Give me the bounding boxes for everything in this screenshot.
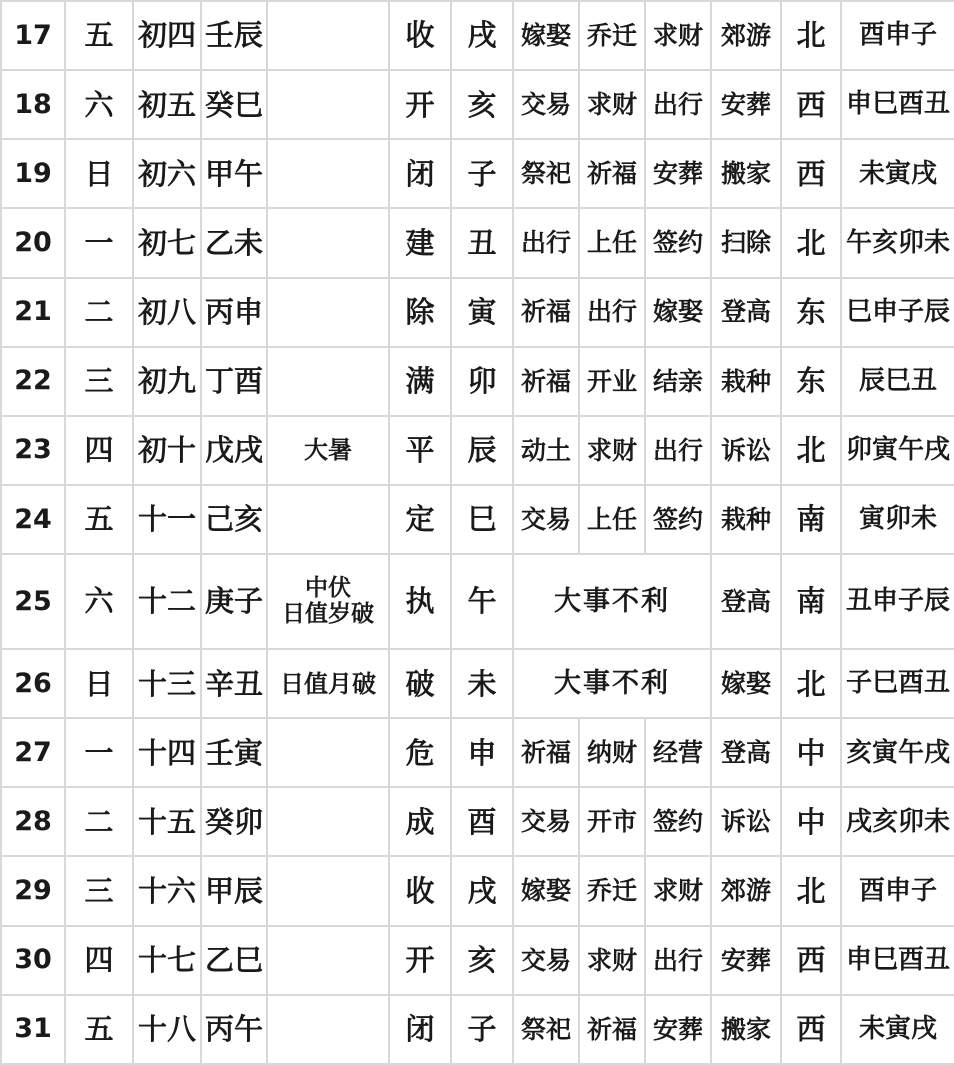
weekday: 五 [65, 485, 133, 554]
lunar-date: 初六 [133, 139, 201, 208]
lunar-date: 十六 [133, 856, 201, 925]
lucky-direction: 西 [781, 70, 841, 139]
table-row[interactable] [1, 649, 954, 718]
auspicious-item-3: 签约 [645, 485, 711, 554]
table-row[interactable] [1, 787, 954, 856]
auspicious-item-4: 登高 [711, 278, 781, 347]
jianchu: 闭 [389, 139, 451, 208]
solar-term-note [267, 139, 389, 208]
zhi-branch: 亥 [451, 70, 513, 139]
auspicious-item-4: 搬家 [711, 139, 781, 208]
weekday: 三 [65, 347, 133, 416]
jianchu: 成 [389, 787, 451, 856]
solar-term-note [267, 718, 389, 787]
lucky-direction: 北 [781, 856, 841, 925]
weekday: 二 [65, 787, 133, 856]
table-row[interactable] [1, 278, 954, 347]
day-number: 24 [1, 485, 65, 554]
table-row[interactable] [1, 554, 954, 649]
ganzhi: 乙未 [201, 208, 267, 277]
auspicious-item-1: 祈福 [513, 347, 579, 416]
auspicious-item-3: 嫁娶 [645, 278, 711, 347]
zhi-branch: 亥 [451, 926, 513, 995]
auspicious-item-1: 交易 [513, 787, 579, 856]
auspicious-item-3: 签约 [645, 208, 711, 277]
jianchu: 满 [389, 347, 451, 416]
auspicious-item-1: 交易 [513, 70, 579, 139]
day-number: 23 [1, 416, 65, 485]
ganzhi: 戊戌 [201, 416, 267, 485]
auspicious-item-3: 结亲 [645, 347, 711, 416]
clash-branches: 午亥卯未 [841, 208, 954, 277]
jianchu: 定 [389, 485, 451, 554]
auspicious-item-4: 诉讼 [711, 787, 781, 856]
auspicious-warning: 大事不利 [513, 554, 711, 649]
day-number: 27 [1, 718, 65, 787]
auspicious-item-2: 求财 [579, 926, 645, 995]
lucky-direction: 西 [781, 139, 841, 208]
almanac-table-body [1, 1, 954, 1064]
table-row[interactable] [1, 139, 954, 208]
zhi-branch: 申 [451, 718, 513, 787]
solar-term-note [267, 926, 389, 995]
table-row[interactable] [1, 1, 954, 70]
auspicious-item-1: 动土 [513, 416, 579, 485]
clash-branches: 子巳酉丑 [841, 649, 954, 718]
lucky-direction: 北 [781, 416, 841, 485]
solar-term-note [267, 856, 389, 925]
ganzhi: 甲辰 [201, 856, 267, 925]
table-row[interactable] [1, 718, 954, 787]
weekday: 六 [65, 554, 133, 649]
auspicious-item-3: 经营 [645, 718, 711, 787]
day-number: 25 [1, 554, 65, 649]
lunar-date: 初十 [133, 416, 201, 485]
auspicious-item-4: 安葬 [711, 926, 781, 995]
table-row[interactable] [1, 856, 954, 925]
auspicious-item-2: 乔迁 [579, 1, 645, 70]
auspicious-item-2: 求财 [579, 70, 645, 139]
auspicious-item-3: 出行 [645, 416, 711, 485]
solar-term-note: 大暑 [267, 416, 389, 485]
table-row[interactable] [1, 208, 954, 277]
auspicious-item-1: 交易 [513, 926, 579, 995]
lucky-direction: 东 [781, 347, 841, 416]
auspicious-item-4: 嫁娶 [711, 649, 781, 718]
auspicious-item-1: 嫁娶 [513, 1, 579, 70]
auspicious-item-1: 祭祀 [513, 995, 579, 1064]
day-number: 18 [1, 70, 65, 139]
lucky-direction: 南 [781, 485, 841, 554]
lucky-direction: 北 [781, 1, 841, 70]
auspicious-item-3: 出行 [645, 926, 711, 995]
day-number: 30 [1, 926, 65, 995]
auspicious-item-2: 出行 [579, 278, 645, 347]
lunar-date: 初八 [133, 278, 201, 347]
clash-branches: 戌亥卯未 [841, 787, 954, 856]
zhi-branch: 午 [451, 554, 513, 649]
auspicious-item-2: 求财 [579, 416, 645, 485]
weekday: 日 [65, 649, 133, 718]
ganzhi: 丙午 [201, 995, 267, 1064]
solar-term-note [267, 787, 389, 856]
auspicious-item-2: 乔迁 [579, 856, 645, 925]
lunar-date: 十一 [133, 485, 201, 554]
auspicious-item-4: 搬家 [711, 995, 781, 1064]
clash-branches: 申巳酉丑 [841, 926, 954, 995]
day-number: 26 [1, 649, 65, 718]
zhi-branch: 戌 [451, 856, 513, 925]
auspicious-item-1: 嫁娶 [513, 856, 579, 925]
zhi-branch: 未 [451, 649, 513, 718]
auspicious-item-1: 祈福 [513, 278, 579, 347]
lucky-direction: 东 [781, 278, 841, 347]
auspicious-item-2: 纳财 [579, 718, 645, 787]
table-row[interactable] [1, 926, 954, 995]
clash-branches: 丑申子辰 [841, 554, 954, 649]
weekday: 六 [65, 70, 133, 139]
auspicious-item-4: 郊游 [711, 856, 781, 925]
ganzhi: 癸巳 [201, 70, 267, 139]
ganzhi: 甲午 [201, 139, 267, 208]
lucky-direction: 北 [781, 649, 841, 718]
auspicious-item-2: 祈福 [579, 995, 645, 1064]
solar-term-note [267, 485, 389, 554]
lunar-date: 十二 [133, 554, 201, 649]
lunar-date: 十三 [133, 649, 201, 718]
weekday: 四 [65, 416, 133, 485]
weekday: 三 [65, 856, 133, 925]
auspicious-item-3: 求财 [645, 1, 711, 70]
day-number: 19 [1, 139, 65, 208]
clash-branches: 申巳酉丑 [841, 70, 954, 139]
clash-branches: 未寅戌 [841, 139, 954, 208]
auspicious-item-1: 出行 [513, 208, 579, 277]
zhi-branch: 丑 [451, 208, 513, 277]
lucky-direction: 北 [781, 208, 841, 277]
lunar-date: 十五 [133, 787, 201, 856]
auspicious-item-3: 安葬 [645, 139, 711, 208]
table-row[interactable] [1, 347, 954, 416]
lunar-date: 十八 [133, 995, 201, 1064]
zhi-branch: 辰 [451, 416, 513, 485]
zhi-branch: 戌 [451, 1, 513, 70]
zhi-branch: 寅 [451, 278, 513, 347]
jianchu: 开 [389, 926, 451, 995]
auspicious-item-2: 上任 [579, 208, 645, 277]
jianchu: 开 [389, 70, 451, 139]
day-number: 17 [1, 1, 65, 70]
ganzhi: 乙巳 [201, 926, 267, 995]
lucky-direction: 中 [781, 787, 841, 856]
lunar-date: 初四 [133, 1, 201, 70]
day-number: 21 [1, 278, 65, 347]
ganzhi: 壬寅 [201, 718, 267, 787]
auspicious-item-4: 栽种 [711, 347, 781, 416]
jianchu: 破 [389, 649, 451, 718]
auspicious-item-3: 签约 [645, 787, 711, 856]
clash-branches: 亥寅午戌 [841, 718, 954, 787]
ganzhi: 壬辰 [201, 1, 267, 70]
day-number: 31 [1, 995, 65, 1064]
auspicious-item-4: 安葬 [711, 70, 781, 139]
jianchu: 收 [389, 856, 451, 925]
ganzhi: 庚子 [201, 554, 267, 649]
auspicious-item-4: 登高 [711, 718, 781, 787]
weekday: 一 [65, 208, 133, 277]
ganzhi: 丁酉 [201, 347, 267, 416]
solar-term-note: 日值月破 [267, 649, 389, 718]
weekday: 一 [65, 718, 133, 787]
weekday: 四 [65, 926, 133, 995]
auspicious-item-3: 安葬 [645, 995, 711, 1064]
solar-term-note [267, 995, 389, 1064]
weekday: 五 [65, 995, 133, 1064]
clash-branches: 寅卯未 [841, 485, 954, 554]
jianchu: 平 [389, 416, 451, 485]
auspicious-item-4: 诉讼 [711, 416, 781, 485]
solar-term-note: 中伏 日值岁破 [267, 554, 389, 649]
clash-branches: 辰巳丑 [841, 347, 954, 416]
auspicious-item-2: 开市 [579, 787, 645, 856]
day-number: 28 [1, 787, 65, 856]
zhi-branch: 卯 [451, 347, 513, 416]
clash-branches: 卯寅午戌 [841, 416, 954, 485]
table-row[interactable] [1, 995, 954, 1064]
lunar-date: 初七 [133, 208, 201, 277]
jianchu: 执 [389, 554, 451, 649]
table-row[interactable] [1, 416, 954, 485]
jianchu: 闭 [389, 995, 451, 1064]
lucky-direction: 南 [781, 554, 841, 649]
auspicious-item-4: 栽种 [711, 485, 781, 554]
auspicious-item-2: 上任 [579, 485, 645, 554]
jianchu: 危 [389, 718, 451, 787]
zhi-branch: 子 [451, 139, 513, 208]
clash-branches: 酉申子 [841, 856, 954, 925]
zhi-branch: 子 [451, 995, 513, 1064]
lucky-direction: 中 [781, 718, 841, 787]
zhi-branch: 巳 [451, 485, 513, 554]
auspicious-item-4: 登高 [711, 554, 781, 649]
table-row[interactable] [1, 70, 954, 139]
auspicious-item-3: 求财 [645, 856, 711, 925]
auspicious-item-1: 祭祀 [513, 139, 579, 208]
weekday: 二 [65, 278, 133, 347]
day-number: 29 [1, 856, 65, 925]
auspicious-item-1: 交易 [513, 485, 579, 554]
clash-branches: 酉申子 [841, 1, 954, 70]
clash-branches: 巳申子辰 [841, 278, 954, 347]
ganzhi: 丙申 [201, 278, 267, 347]
auspicious-warning: 大事不利 [513, 649, 711, 718]
lunar-date: 十四 [133, 718, 201, 787]
auspicious-item-3: 出行 [645, 70, 711, 139]
solar-term-note [267, 347, 389, 416]
solar-term-note [267, 278, 389, 347]
lucky-direction: 西 [781, 995, 841, 1064]
lucky-direction: 西 [781, 926, 841, 995]
lunar-date: 十七 [133, 926, 201, 995]
solar-term-note [267, 1, 389, 70]
jianchu: 建 [389, 208, 451, 277]
jianchu: 除 [389, 278, 451, 347]
ganzhi: 癸卯 [201, 787, 267, 856]
day-number: 22 [1, 347, 65, 416]
jianchu: 收 [389, 1, 451, 70]
weekday: 日 [65, 139, 133, 208]
auspicious-item-2: 开业 [579, 347, 645, 416]
lunar-date: 初九 [133, 347, 201, 416]
solar-term-note [267, 70, 389, 139]
zhi-branch: 酉 [451, 787, 513, 856]
table-row[interactable] [1, 485, 954, 554]
auspicious-item-4: 郊游 [711, 1, 781, 70]
auspicious-item-4: 扫除 [711, 208, 781, 277]
auspicious-item-1: 祈福 [513, 718, 579, 787]
solar-term-note [267, 208, 389, 277]
ganzhi: 己亥 [201, 485, 267, 554]
day-number: 20 [1, 208, 65, 277]
auspicious-item-2: 祈福 [579, 139, 645, 208]
clash-branches: 未寅戌 [841, 995, 954, 1064]
weekday: 五 [65, 1, 133, 70]
ganzhi: 辛丑 [201, 649, 267, 718]
lunar-date: 初五 [133, 70, 201, 139]
